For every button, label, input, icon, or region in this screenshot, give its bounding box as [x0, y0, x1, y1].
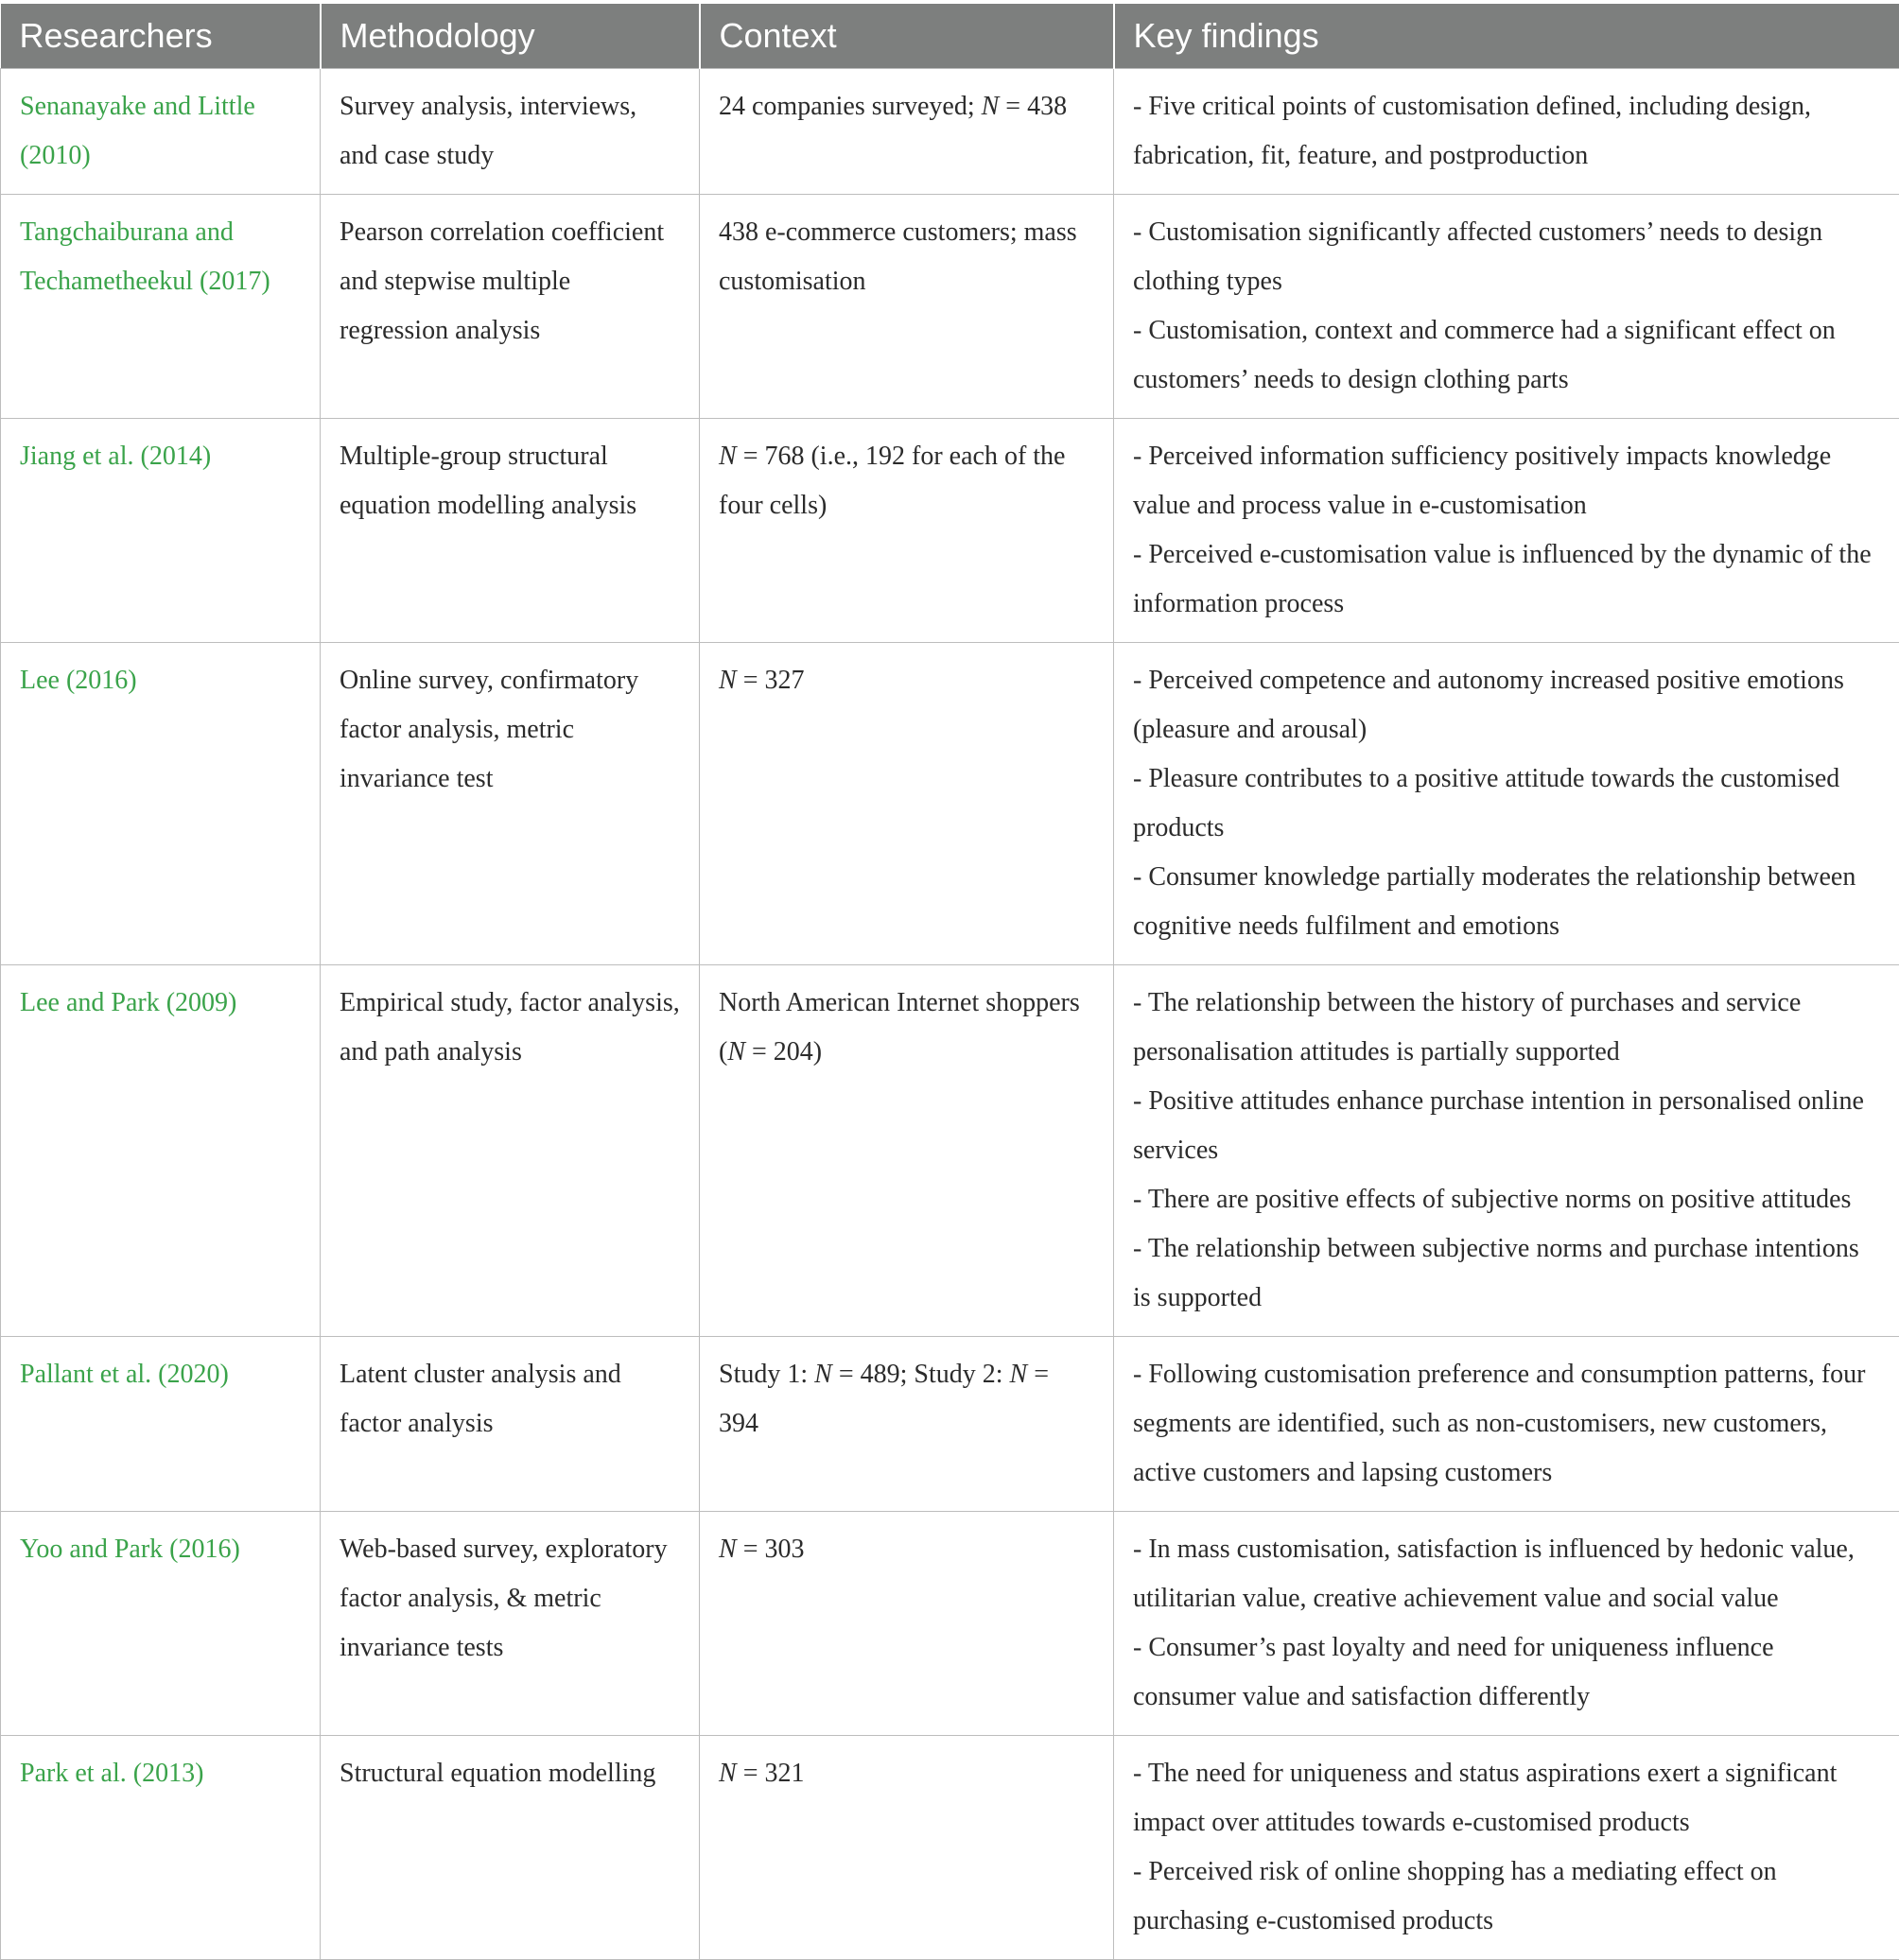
sample-size-symbol: N [982, 92, 1000, 121]
context-cell: North American Internet shoppers (N = 204) [700, 965, 1114, 1337]
context-cell: N = 303 [700, 1512, 1114, 1736]
sample-size-symbol: N [1010, 1360, 1028, 1389]
researcher-link[interactable]: Lee and Park (2009) [1, 965, 321, 1337]
table-body [1, 69, 1899, 1960]
finding-item: - Perceived competence and autonomy increased positive emotions (pleasure and arousal) [1133, 656, 1880, 755]
finding-item: - Customisation significantly affected customers’ needs to design clothing types [1133, 208, 1880, 306]
literature-table [0, 4, 1899, 1960]
finding-item: - Positive attitudes enhance purchase intention in personalised online services [1133, 1077, 1880, 1175]
finding-item: - The need for uniqueness and status aspirations exert a significant impact over attitudes towards e-customised products [1133, 1749, 1880, 1847]
table-row [1, 419, 1899, 643]
researcher-link[interactable]: Jiang et al. (2014) [1, 419, 321, 643]
findings-cell [1114, 1337, 1899, 1512]
researcher-link[interactable]: Tangchaiburana and Techametheekul (2017) [1, 195, 321, 419]
findings-cell [1114, 419, 1899, 643]
header-context: Context [700, 4, 1114, 69]
table-row [1, 1337, 1899, 1512]
methodology-cell: Survey analysis, interviews, and case study [321, 69, 700, 195]
finding-item: - Perceived information sufficiency positively impacts knowledge value and process value in e-customisation [1133, 432, 1880, 530]
finding-item: - Five critical points of customisation defined, including design, fabrication, fit, feature, and postproduction [1133, 82, 1880, 181]
header-researchers: Researchers [1, 4, 321, 69]
table-header [1, 4, 1899, 69]
researcher-link[interactable]: Senanayake and Little (2010) [1, 69, 321, 195]
finding-item: - Customisation, context and commerce had a significant effect on customers’ needs to design clothing parts [1133, 306, 1880, 405]
researcher-link[interactable]: Yoo and Park (2016) [1, 1512, 321, 1736]
researcher-link[interactable]: Pallant et al. (2020) [1, 1337, 321, 1512]
methodology-cell: Web-based survey, exploratory factor analysis, & metric invariance tests [321, 1512, 700, 1736]
table-row [1, 643, 1899, 965]
sample-size-symbol: N [719, 1535, 737, 1564]
methodology-cell: Structural equation modelling [321, 1736, 700, 1960]
sample-size-symbol: N [814, 1360, 832, 1389]
finding-item: - In mass customisation, satisfaction is influenced by hedonic value, utilitarian value, creative achievement value and social value [1133, 1525, 1880, 1623]
table-row [1, 1736, 1899, 1960]
methodology-cell: Multiple-group structural equation modelling analysis [321, 419, 700, 643]
finding-item: - Consumer knowledge partially moderates the relationship between cognitive needs fulfilment and emotions [1133, 853, 1880, 951]
sample-size-symbol: N [719, 1759, 737, 1788]
methodology-cell: Online survey, confirmatory factor analysis, metric invariance test [321, 643, 700, 965]
context-cell: N = 327 [700, 643, 1114, 965]
sample-size-symbol: N [727, 1037, 745, 1067]
findings-cell [1114, 69, 1899, 195]
context-cell: N = 321 [700, 1736, 1114, 1960]
finding-item: - The relationship between the history of purchases and service personalisation attitudes is partially supported [1133, 979, 1880, 1077]
finding-item: - Perceived risk of online shopping has a mediating effect on purchasing e-customised products [1133, 1847, 1880, 1946]
table-row [1, 69, 1899, 195]
finding-item: - The relationship between subjective norms and purchase intentions is supported [1133, 1224, 1880, 1323]
header-methodology: Methodology [321, 4, 700, 69]
table-row [1, 1512, 1899, 1736]
finding-item: - There are positive effects of subjective norms on positive attitudes [1133, 1175, 1880, 1224]
context-cell: 438 e-commerce customers; mass customisation [700, 195, 1114, 419]
methodology-cell: Latent cluster analysis and factor analysis [321, 1337, 700, 1512]
findings-cell [1114, 965, 1899, 1337]
methodology-cell: Pearson correlation coefficient and stepwise multiple regression analysis [321, 195, 700, 419]
findings-cell [1114, 1512, 1899, 1736]
sample-size-symbol: N [719, 666, 737, 695]
finding-item: - Perceived e-customisation value is influenced by the dynamic of the information process [1133, 530, 1880, 629]
methodology-cell: Empirical study, factor analysis, and path analysis [321, 965, 700, 1337]
header-key-findings: Key findings [1114, 4, 1899, 69]
findings-cell [1114, 195, 1899, 419]
header-row [1, 4, 1899, 69]
finding-item: - Pleasure contributes to a positive attitude towards the customised products [1133, 755, 1880, 853]
context-cell: 24 companies surveyed; N = 438 [700, 69, 1114, 195]
context-cell: N = 768 (i.e., 192 for each of the four cells) [700, 419, 1114, 643]
context-cell: Study 1: N = 489; Study 2: N = 394 [700, 1337, 1114, 1512]
findings-cell [1114, 1736, 1899, 1960]
table-row [1, 965, 1899, 1337]
finding-item: - Following customisation preference and consumption patterns, four segments are identified, such as non-customisers, new customers, active customers and lapsing customers [1133, 1350, 1880, 1498]
finding-item: - Consumer’s past loyalty and need for uniqueness influence consumer value and satisfaction differently [1133, 1623, 1880, 1722]
researcher-link[interactable]: Lee (2016) [1, 643, 321, 965]
researcher-link[interactable]: Park et al. (2013) [1, 1736, 321, 1960]
sample-size-symbol: N [719, 442, 737, 471]
findings-cell [1114, 643, 1899, 965]
table-row [1, 195, 1899, 419]
